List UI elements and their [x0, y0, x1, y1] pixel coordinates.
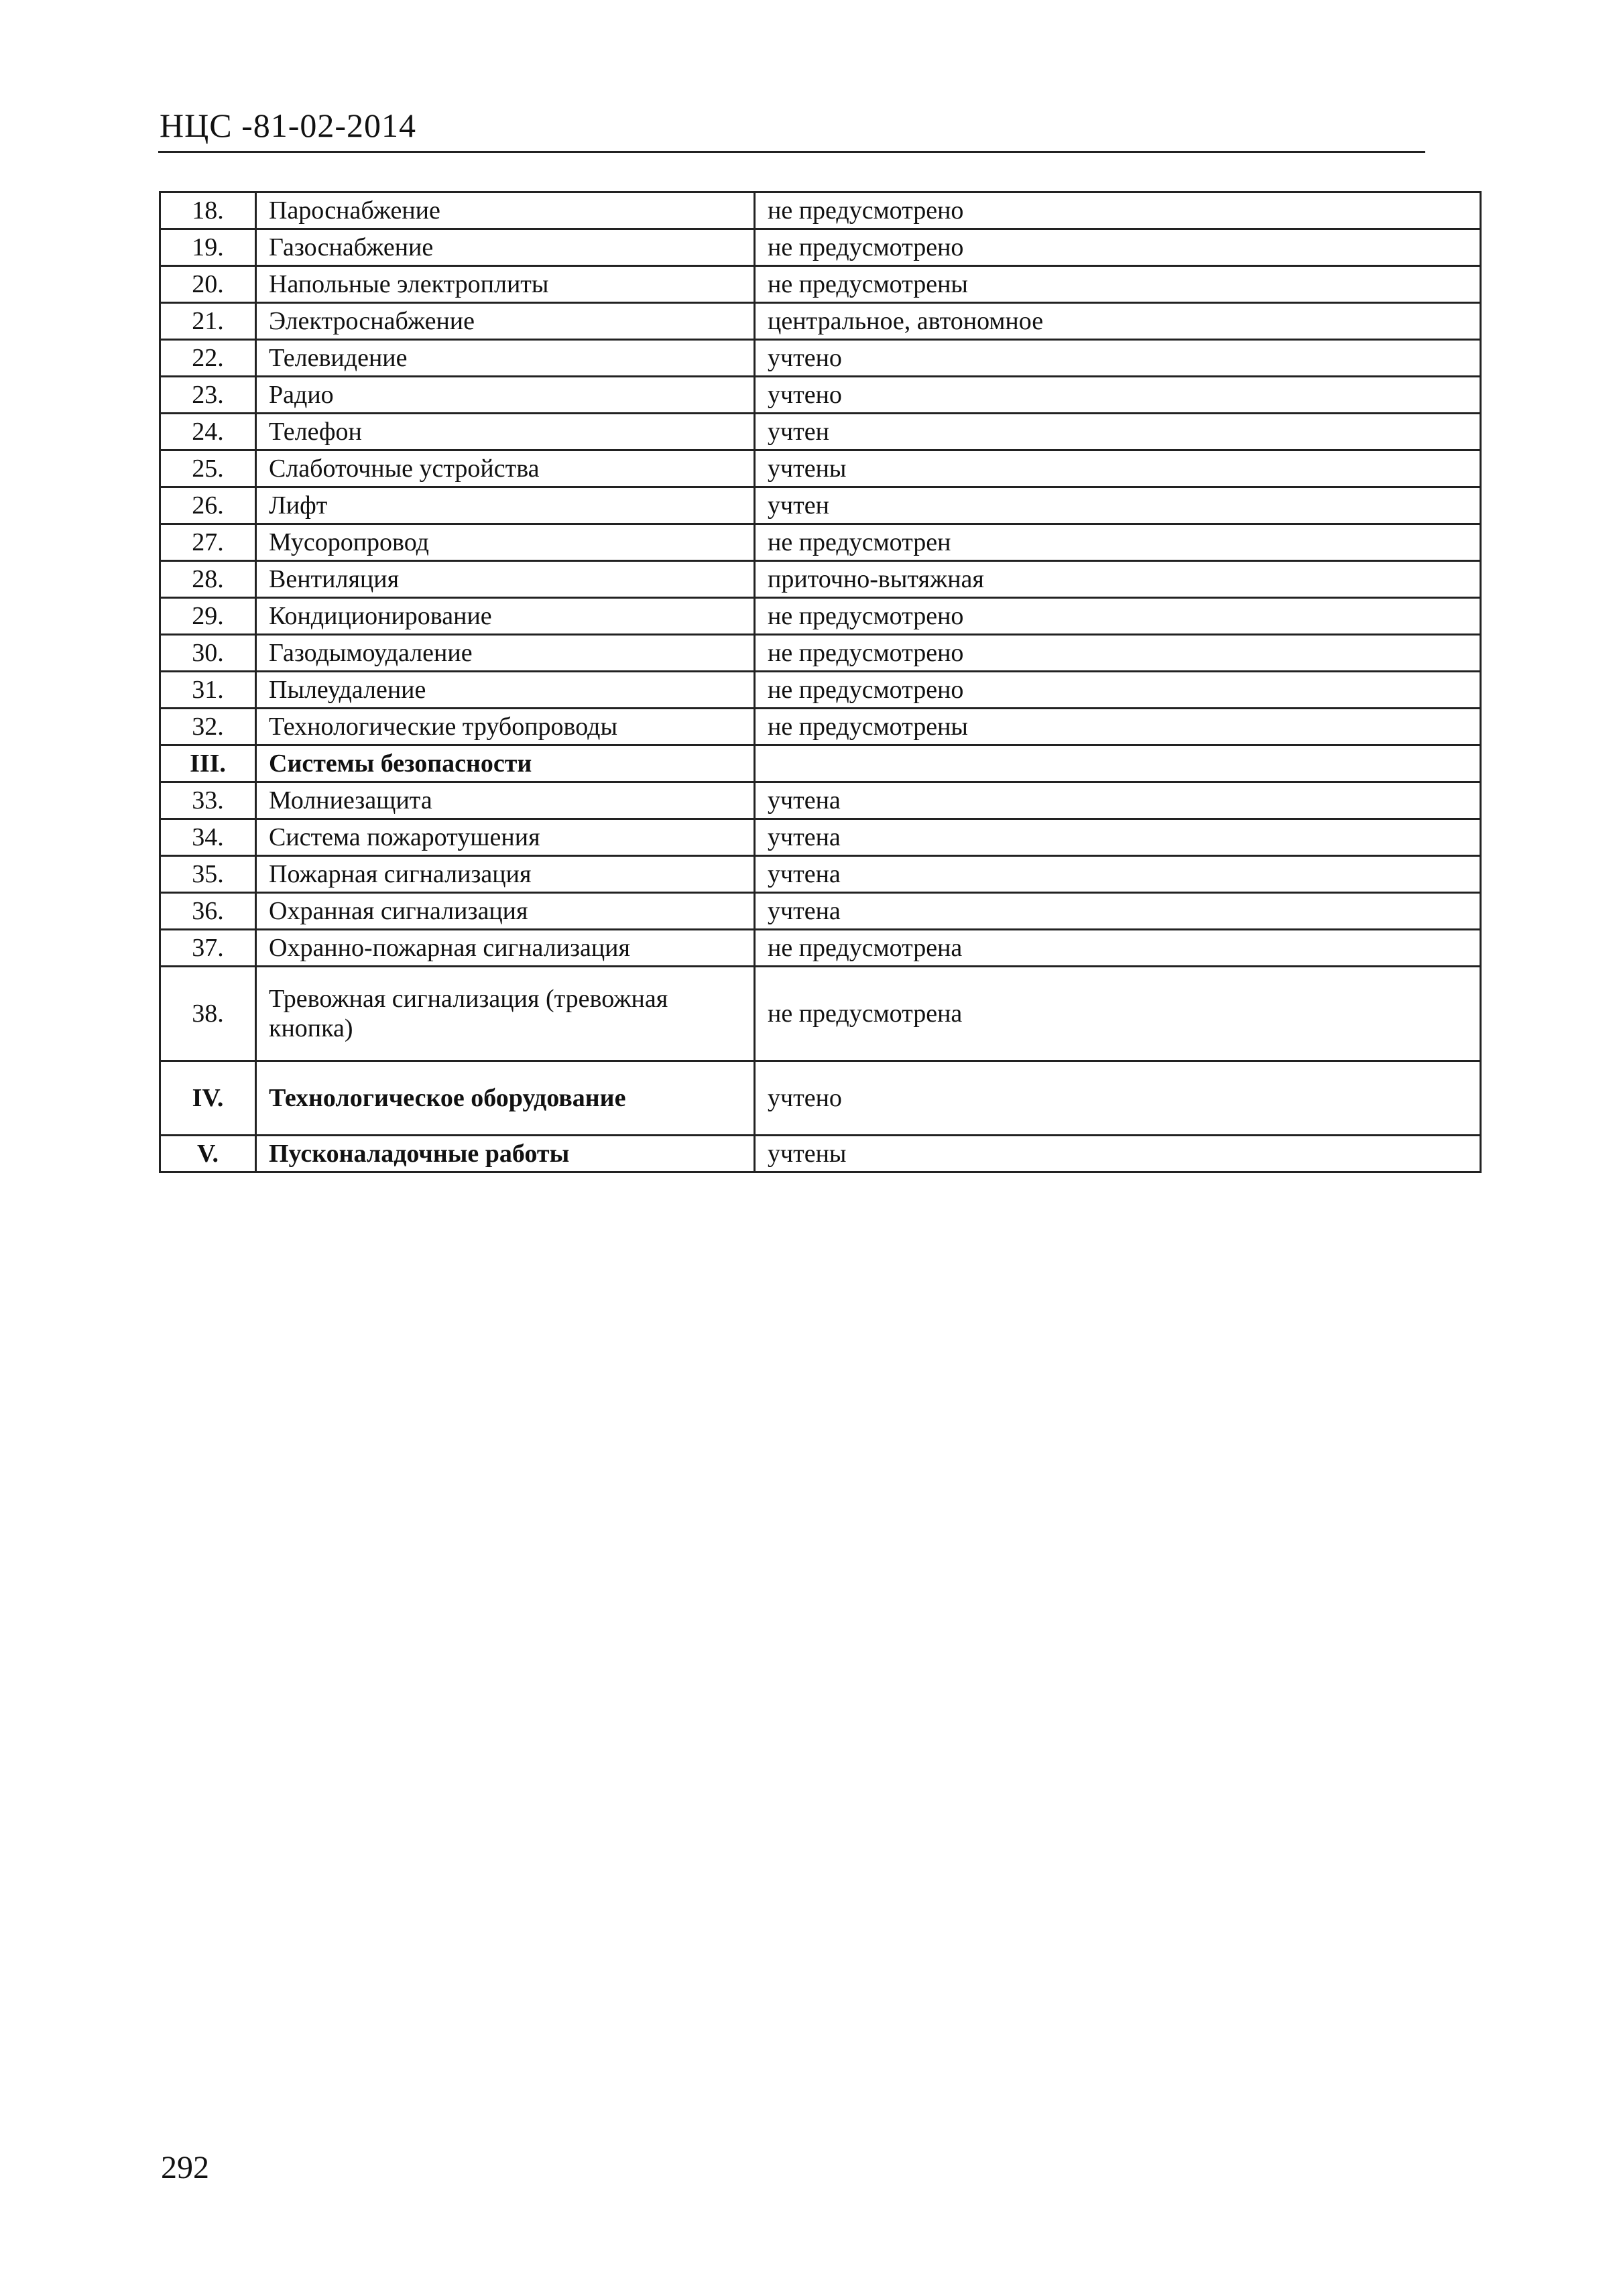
row-value — [755, 745, 1481, 782]
row-number: 21. — [160, 303, 256, 340]
row-name: Технологические трубопроводы — [256, 709, 755, 745]
row-name: Система пожаротушения — [256, 819, 755, 856]
table-row — [160, 266, 1481, 303]
page-number: 292 — [161, 2150, 209, 2185]
section-title: Технологическое оборудование — [256, 1061, 755, 1136]
row-number: 37. — [160, 930, 256, 967]
row-number: 28. — [160, 561, 256, 598]
row-number: 33. — [160, 782, 256, 819]
row-value: центральное, автономное — [755, 303, 1481, 340]
header-divider — [158, 151, 1425, 153]
row-name: Охранно-пожарная сигнализация — [256, 930, 755, 967]
row-number: 27. — [160, 524, 256, 561]
row-value: учтена — [755, 856, 1481, 893]
row-number: 25. — [160, 450, 256, 487]
row-name: Слаботочные устройства — [256, 450, 755, 487]
row-name: Вентиляция — [256, 561, 755, 598]
table-row — [160, 930, 1481, 967]
row-name: Кондиционирование — [256, 598, 755, 635]
row-number: 30. — [160, 635, 256, 672]
table-row — [160, 967, 1481, 1061]
row-value: учтена — [755, 819, 1481, 856]
row-number: 22. — [160, 340, 256, 377]
table-row — [160, 340, 1481, 377]
row-number: 32. — [160, 709, 256, 745]
table-row — [160, 450, 1481, 487]
document-code: НЦС -81-02-2014 — [160, 107, 417, 144]
row-value: не предусмотрены — [755, 266, 1481, 303]
row-name: Телефон — [256, 414, 755, 450]
row-number: 24. — [160, 414, 256, 450]
table-row — [160, 303, 1481, 340]
row-name: Электроснабжение — [256, 303, 755, 340]
table-row — [160, 561, 1481, 598]
row-name: Напольные электроплиты — [256, 266, 755, 303]
table-row — [160, 229, 1481, 266]
row-value: учтено — [755, 1061, 1481, 1136]
section-number: IV. — [160, 1061, 256, 1136]
table-row — [160, 414, 1481, 450]
section-row — [160, 1061, 1481, 1136]
table-row — [160, 192, 1481, 229]
table-row — [160, 487, 1481, 524]
row-number: 19. — [160, 229, 256, 266]
row-value: не предусмотрено — [755, 672, 1481, 709]
row-number: 29. — [160, 598, 256, 635]
row-number: 34. — [160, 819, 256, 856]
row-value: не предусмотрено — [755, 229, 1481, 266]
row-number: 20. — [160, 266, 256, 303]
row-name: Мусоропровод — [256, 524, 755, 561]
row-name: Пожарная сигнализация — [256, 856, 755, 893]
row-name: Тревожная сигнализация (тревожная кнопка) — [256, 967, 755, 1061]
row-value: учтено — [755, 377, 1481, 414]
row-name: Пылеудаление — [256, 672, 755, 709]
row-value: не предусмотрено — [755, 598, 1481, 635]
table-row — [160, 819, 1481, 856]
row-name: Газодымоудаление — [256, 635, 755, 672]
row-name: Пароснабжение — [256, 192, 755, 229]
section-title: Пусконаладочные работы — [256, 1136, 755, 1172]
table-row — [160, 377, 1481, 414]
row-value: не предусмотрены — [755, 709, 1481, 745]
table-row — [160, 893, 1481, 930]
table-row — [160, 856, 1481, 893]
row-value: учтены — [755, 1136, 1481, 1172]
row-value: учтен — [755, 487, 1481, 524]
row-value: учтена — [755, 782, 1481, 819]
row-name: Радио — [256, 377, 755, 414]
row-value: не предусмотрена — [755, 967, 1481, 1061]
table-row — [160, 524, 1481, 561]
row-value: не предусмотрено — [755, 635, 1481, 672]
row-name: Молниезащита — [256, 782, 755, 819]
row-number: 38. — [160, 967, 256, 1061]
section-row — [160, 1136, 1481, 1172]
section-title: Системы безопасности — [256, 745, 755, 782]
table-row — [160, 635, 1481, 672]
row-name: Газоснабжение — [256, 229, 755, 266]
specification-table — [159, 191, 1482, 1173]
section-number: V. — [160, 1136, 256, 1172]
row-value: учтена — [755, 893, 1481, 930]
row-value: учтено — [755, 340, 1481, 377]
row-number: 36. — [160, 893, 256, 930]
row-name: Лифт — [256, 487, 755, 524]
row-name: Охранная сигнализация — [256, 893, 755, 930]
row-value: приточно-вытяжная — [755, 561, 1481, 598]
row-number: 18. — [160, 192, 256, 229]
row-number: 23. — [160, 377, 256, 414]
row-value: не предусмотрена — [755, 930, 1481, 967]
row-name: Телевидение — [256, 340, 755, 377]
row-number: 26. — [160, 487, 256, 524]
table-row — [160, 782, 1481, 819]
section-row — [160, 745, 1481, 782]
row-value: не предусмотрен — [755, 524, 1481, 561]
table-row — [160, 598, 1481, 635]
section-number: III. — [160, 745, 256, 782]
row-number: 31. — [160, 672, 256, 709]
row-value: учтены — [755, 450, 1481, 487]
row-value: учтен — [755, 414, 1481, 450]
row-value: не предусмотрено — [755, 192, 1481, 229]
row-number: 35. — [160, 856, 256, 893]
table-row — [160, 672, 1481, 709]
table-row — [160, 709, 1481, 745]
